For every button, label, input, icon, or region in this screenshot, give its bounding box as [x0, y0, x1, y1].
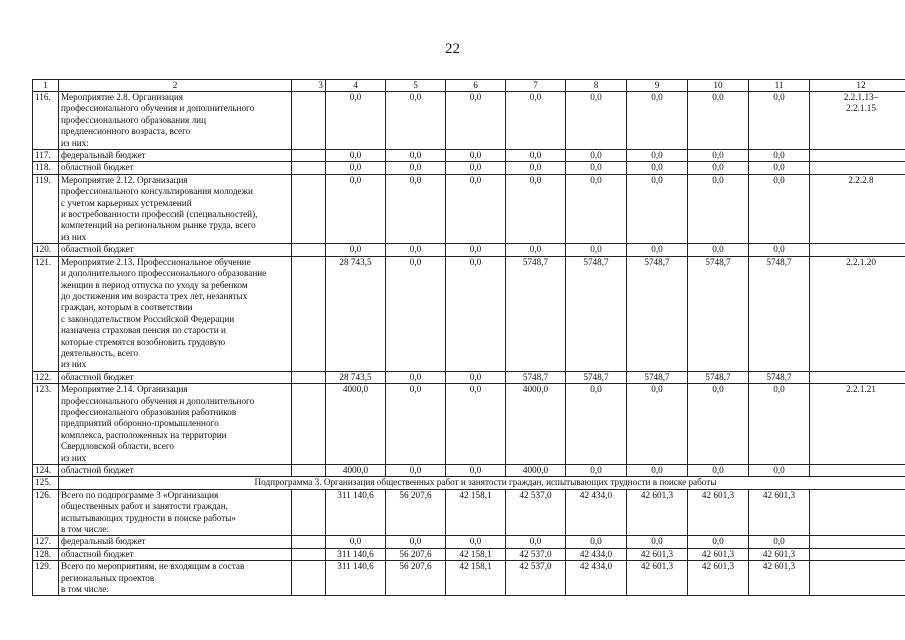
- value-cell: 0,0: [749, 92, 810, 150]
- value-cell: 42 601,3: [749, 561, 810, 596]
- value-cell: 5748,7: [749, 256, 810, 371]
- value-cell: 0,0: [627, 162, 688, 174]
- value-cell: 5748,7: [688, 256, 749, 371]
- budget-table: [32, 79, 905, 596]
- row-number-cell: 120.: [33, 244, 59, 256]
- value-cell: 0,0: [446, 536, 506, 548]
- value-cell: 0,0: [749, 465, 810, 477]
- row-number-cell: 121.: [33, 256, 59, 371]
- header-cell: 4: [326, 80, 386, 92]
- value-cell: 0,0: [566, 384, 627, 465]
- value-cell: 0,0: [446, 92, 506, 150]
- table-row: [33, 489, 905, 536]
- row-number-cell: 119.: [33, 174, 59, 243]
- value-cell: 5748,7: [627, 256, 688, 371]
- value-cell: 0,0: [566, 465, 627, 477]
- row-number-cell: 122.: [33, 371, 59, 383]
- value-cell: 5748,7: [749, 371, 810, 383]
- header-row: [33, 80, 905, 92]
- value-cell: 0,0: [326, 536, 386, 548]
- subprogram-row: [33, 477, 905, 489]
- value-cell: 0,0: [688, 150, 749, 162]
- header-cell: 1: [33, 80, 59, 92]
- row-number-cell: 125.: [33, 477, 59, 489]
- value-cell: 42 601,3: [688, 548, 749, 560]
- row-name-cell: федеральный бюджет: [59, 150, 292, 162]
- value-cell: 0,0: [386, 465, 446, 477]
- value-cell: 42 601,3: [627, 548, 688, 560]
- header-cell: 5: [386, 80, 446, 92]
- table-row: [33, 174, 905, 243]
- value-cell: 0,0: [688, 174, 749, 243]
- code-cell: 2.2.2.8: [810, 174, 905, 243]
- value-cell: 311 140,6: [326, 548, 386, 560]
- header-cell: 7: [506, 80, 566, 92]
- table-row: [33, 162, 905, 174]
- value-cell: 0,0: [446, 256, 506, 371]
- header-cell: 8: [566, 80, 627, 92]
- row-number-cell: 128.: [33, 548, 59, 560]
- table-row: [33, 548, 905, 560]
- row-number-cell: 129.: [33, 561, 59, 596]
- value-cell: 0,0: [688, 465, 749, 477]
- value-cell: 0,0: [446, 244, 506, 256]
- value-cell: 0,0: [749, 536, 810, 548]
- table-row: [33, 92, 905, 150]
- row-name-cell: Всего по подпрограмме 3 «Организация общественных работ и занятости граждан, испытывающих трудности в поиске работы» в том числе:: [59, 489, 292, 536]
- value-cell: 0,0: [627, 92, 688, 150]
- column-3-cell: [292, 548, 326, 560]
- value-cell: 28 743,5: [326, 371, 386, 383]
- row-name-cell: Мероприятие 2.13. Профессиональное обучение и дополнительного профессионального образование женщин в период отпуска по уходу за ребенком до достижения им возраста трех лет, незанятых граждан, которым в соответствии с законодательством Российской Федерации назначена страховая пенсия по старости и которые стремятся возобновить трудовую деятельность, всего из них: [59, 256, 292, 371]
- value-cell: 0,0: [749, 384, 810, 465]
- value-cell: 42 158,1: [446, 561, 506, 596]
- value-cell: 0,0: [386, 162, 446, 174]
- value-cell: 42 537,0: [506, 489, 566, 536]
- value-cell: 42 601,3: [749, 548, 810, 560]
- row-name-cell: областной бюджет: [59, 244, 292, 256]
- value-cell: 56 207,6: [386, 561, 446, 596]
- value-cell: 28 743,5: [326, 256, 386, 371]
- value-cell: 42 601,3: [688, 561, 749, 596]
- value-cell: 0,0: [627, 536, 688, 548]
- value-cell: 0,0: [506, 536, 566, 548]
- value-cell: 5748,7: [506, 256, 566, 371]
- value-cell: 0,0: [688, 384, 749, 465]
- value-cell: 0,0: [326, 162, 386, 174]
- value-cell: 0,0: [506, 162, 566, 174]
- value-cell: 0,0: [688, 536, 749, 548]
- value-cell: 42 158,1: [446, 489, 506, 536]
- column-3-cell: [292, 384, 326, 465]
- value-cell: 0,0: [506, 150, 566, 162]
- value-cell: 4000,0: [326, 465, 386, 477]
- value-cell: 5748,7: [506, 371, 566, 383]
- row-name-cell: Всего по мероприятиям, не входящим в состав региональных проектов в том числе:: [59, 561, 292, 596]
- row-name-cell: Мероприятие 2.12. Организация профессионального консультирования молодежи с учетом карьерных устремлений и востребованности профессий (специальностей), компетенций на региональном рынке труда, всего из них: [59, 174, 292, 243]
- row-name-cell: областной бюджет: [59, 548, 292, 560]
- column-3-cell: [292, 162, 326, 174]
- value-cell: 0,0: [566, 536, 627, 548]
- code-cell: [810, 536, 905, 548]
- value-cell: 42 158,1: [446, 548, 506, 560]
- value-cell: 0,0: [566, 150, 627, 162]
- value-cell: 0,0: [627, 244, 688, 256]
- value-cell: 0,0: [627, 384, 688, 465]
- value-cell: 5748,7: [566, 371, 627, 383]
- value-cell: 4000,0: [326, 384, 386, 465]
- page-number: 22: [445, 41, 460, 57]
- column-3-cell: [292, 465, 326, 477]
- value-cell: 42 601,3: [688, 489, 749, 536]
- value-cell: 0,0: [446, 150, 506, 162]
- code-cell: 2.2.1.21: [810, 384, 905, 465]
- code-cell: [810, 371, 905, 383]
- column-3-cell: [292, 371, 326, 383]
- value-cell: 0,0: [506, 174, 566, 243]
- value-cell: 0,0: [386, 371, 446, 383]
- value-cell: 42 601,3: [627, 489, 688, 536]
- value-cell: 0,0: [749, 244, 810, 256]
- table-row: [33, 256, 905, 371]
- value-cell: 42 601,3: [749, 489, 810, 536]
- value-cell: 42 537,0: [506, 548, 566, 560]
- header-cell: 12: [810, 80, 905, 92]
- table-row: [33, 150, 905, 162]
- row-name-cell: областной бюджет: [59, 465, 292, 477]
- value-cell: 0,0: [446, 465, 506, 477]
- value-cell: 0,0: [386, 150, 446, 162]
- value-cell: 5748,7: [627, 371, 688, 383]
- value-cell: 0,0: [506, 244, 566, 256]
- value-cell: 0,0: [326, 244, 386, 256]
- table-row: [33, 465, 905, 477]
- table-row: [33, 371, 905, 383]
- header-cell: 6: [446, 80, 506, 92]
- value-cell: 5748,7: [688, 371, 749, 383]
- value-cell: 5748,7: [566, 256, 627, 371]
- header-cell: 11: [749, 80, 810, 92]
- header-cell: 9: [627, 80, 688, 92]
- value-cell: 42 601,3: [627, 561, 688, 596]
- value-cell: 0,0: [386, 536, 446, 548]
- value-cell: 0,0: [446, 371, 506, 383]
- value-cell: 0,0: [386, 174, 446, 243]
- code-cell: [810, 548, 905, 560]
- row-number-cell: 118.: [33, 162, 59, 174]
- value-cell: 0,0: [386, 384, 446, 465]
- table-row: [33, 244, 905, 256]
- value-cell: 311 140,6: [326, 489, 386, 536]
- value-cell: 42 434,0: [566, 561, 627, 596]
- value-cell: 4000,0: [506, 384, 566, 465]
- code-cell: [810, 489, 905, 536]
- row-number-cell: 117.: [33, 150, 59, 162]
- header-cell: 10: [688, 80, 749, 92]
- table-body: [33, 92, 905, 596]
- value-cell: 0,0: [566, 92, 627, 150]
- code-cell: [810, 162, 905, 174]
- column-3-cell: [292, 256, 326, 371]
- column-3-cell: [292, 244, 326, 256]
- code-cell: 2.2.1.20: [810, 256, 905, 371]
- value-cell: 42 434,0: [566, 489, 627, 536]
- value-cell: 56 207,6: [386, 548, 446, 560]
- value-cell: 0,0: [749, 162, 810, 174]
- value-cell: 0,0: [749, 174, 810, 243]
- value-cell: 56 207,6: [386, 489, 446, 536]
- code-cell: [810, 465, 905, 477]
- value-cell: 0,0: [326, 92, 386, 150]
- value-cell: 0,0: [566, 162, 627, 174]
- row-name-cell: областной бюджет: [59, 162, 292, 174]
- value-cell: 0,0: [506, 92, 566, 150]
- value-cell: 0,0: [446, 162, 506, 174]
- code-cell: [810, 244, 905, 256]
- value-cell: 4000,0: [506, 465, 566, 477]
- column-3-cell: [292, 489, 326, 536]
- value-cell: 42 434,0: [566, 548, 627, 560]
- row-number-cell: 126.: [33, 489, 59, 536]
- value-cell: 0,0: [627, 465, 688, 477]
- table-row: [33, 561, 905, 596]
- row-name-cell: Мероприятие 2.8. Организация профессионального обучения и дополнительного профессионального образования лиц предпенсионного возраста, всего из них:: [59, 92, 292, 150]
- value-cell: 0,0: [386, 92, 446, 150]
- code-cell: 2.2.1.13– 2.2.1.15: [810, 92, 905, 150]
- code-cell: [810, 561, 905, 596]
- column-3-cell: [292, 536, 326, 548]
- header-cell: 3: [292, 80, 326, 92]
- value-cell: 42 537,0: [506, 561, 566, 596]
- subprogram-title-cell: Подпрограмма 3. Организация общественных работ и занятости граждан, испытывающих трудности в поиске работы: [59, 477, 905, 489]
- value-cell: 0,0: [688, 92, 749, 150]
- row-number-cell: 124.: [33, 465, 59, 477]
- row-number-cell: 123.: [33, 384, 59, 465]
- value-cell: 0,0: [627, 174, 688, 243]
- row-number-cell: 116.: [33, 92, 59, 150]
- value-cell: 0,0: [566, 174, 627, 243]
- value-cell: 0,0: [688, 162, 749, 174]
- column-3-cell: [292, 174, 326, 243]
- row-name-cell: Мероприятие 2.14. Организация профессионального обучения и дополнительного профессионального образования работников предприятий оборонно-промышленного комплекса, расположенных на территории Свердловской области, всего из них: [59, 384, 292, 465]
- value-cell: 0,0: [386, 256, 446, 371]
- column-3-cell: [292, 561, 326, 596]
- value-cell: 311 140,6: [326, 561, 386, 596]
- row-number-cell: 127.: [33, 536, 59, 548]
- value-cell: 0,0: [326, 174, 386, 243]
- value-cell: 0,0: [627, 150, 688, 162]
- value-cell: 0,0: [446, 384, 506, 465]
- value-cell: 0,0: [446, 174, 506, 243]
- value-cell: 0,0: [326, 150, 386, 162]
- value-cell: 0,0: [688, 244, 749, 256]
- header-cell: 2: [59, 80, 292, 92]
- code-cell: [810, 150, 905, 162]
- column-3-cell: [292, 150, 326, 162]
- row-name-cell: федеральный бюджет: [59, 536, 292, 548]
- value-cell: 0,0: [386, 244, 446, 256]
- row-name-cell: областной бюджет: [59, 371, 292, 383]
- column-3-cell: [292, 92, 326, 150]
- value-cell: 0,0: [566, 244, 627, 256]
- table-row: [33, 536, 905, 548]
- value-cell: 0,0: [749, 150, 810, 162]
- table-row: [33, 384, 905, 465]
